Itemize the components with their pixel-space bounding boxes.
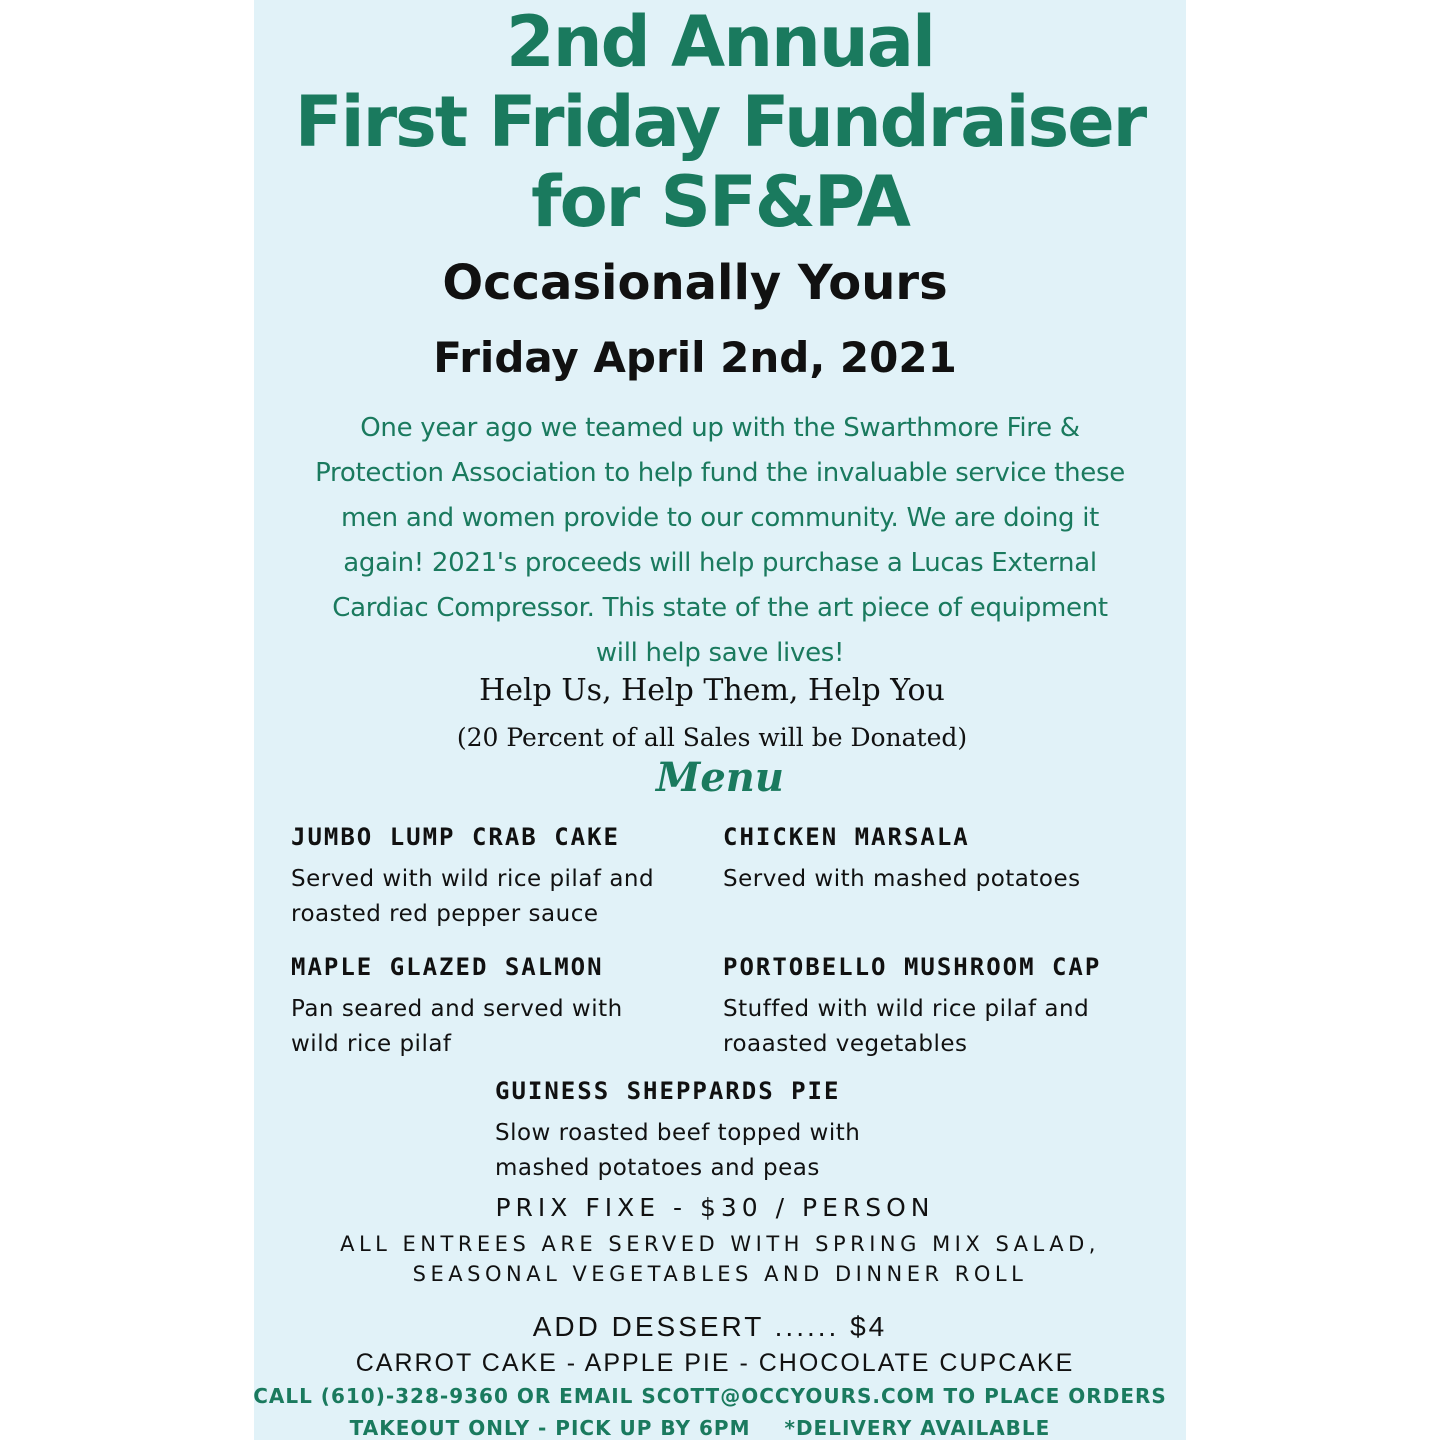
entrees-note-line-1: ALL ENTREES ARE SERVED WITH SPRING MIX SALAD, — [340, 1232, 1100, 1256]
dessert-price: ADD DESSERT ...... $4 — [532, 1311, 888, 1342]
title-line-3: for SF&PA — [531, 161, 909, 243]
prix-fixe-price: PRIX FIXE - $30 / PERSON — [495, 1193, 935, 1222]
story-line-4: again! 2021's proceeds will help purchase a Lucas External — [343, 548, 1097, 578]
menu-item — [495, 1076, 915, 1186]
menu-item-desc-line: roaasted vegetables — [723, 1031, 968, 1057]
donation-note: (20 Percent of all Sales will be Donated) — [456, 723, 968, 752]
menu-item — [723, 822, 1143, 897]
venue-name: Occasionally Yours — [442, 255, 948, 311]
takeout-note: TAKEOUT ONLY - PICK UP BY 6PM — [349, 1416, 751, 1440]
menu-item-desc — [291, 992, 711, 1062]
menu-item-name: PORTOBELLO MUSHROOM CAP — [723, 953, 1102, 981]
menu-item-desc — [723, 992, 1143, 1062]
menu-item-desc-line: Served with wild rice pilaf and — [291, 866, 655, 892]
menu-item-desc-line: roasted red pepper sauce — [291, 901, 599, 927]
dessert-options: CARROT CAKE - APPLE PIE - CHOCOLATE CUPCAKE — [355, 1349, 1075, 1377]
menu-item-desc-line: wild rice pilaf — [291, 1031, 452, 1057]
event-date: Friday April 2nd, 2021 — [433, 333, 957, 382]
story-line-2: Protection Association to help fund the invaluable service these — [315, 458, 1125, 488]
menu-item — [291, 952, 711, 1062]
menu-item — [291, 822, 711, 932]
menu-item-desc — [495, 1116, 915, 1186]
menu-item-desc-line: Stuffed with wild rice pilaf and — [723, 996, 1090, 1022]
menu-item — [723, 952, 1143, 1062]
story-line-1: One year ago we teamed up with the Swarthmore Fire & — [360, 413, 1080, 443]
menu-item-name: GUINESS SHEPPARDS PIE — [495, 1077, 841, 1105]
menu-item-desc-line: Served with mashed potatoes — [723, 866, 1081, 892]
title-line-1: 2nd Annual — [506, 1, 934, 83]
entrees-note-line-2: SEASONAL VEGETABLES AND DINNER ROLL — [412, 1262, 1028, 1286]
menu-item-name: CHICKEN MARSALA — [723, 823, 970, 851]
menu-item-desc — [723, 862, 1143, 897]
menu-item-name: JUMBO LUMP CRAB CAKE — [291, 823, 620, 851]
story-line-6: will help save lives! — [595, 638, 845, 668]
pickup-delivery-info — [234, 1414, 1166, 1442]
tagline: Help Us, Help Them, Help You — [479, 673, 945, 708]
menu-item-desc-line: mashed potatoes and peas — [495, 1155, 820, 1181]
menu-item-name: MAPLE GLAZED SALMON — [291, 953, 604, 981]
menu-heading: Menu — [656, 754, 784, 801]
menu-item-desc — [291, 862, 711, 932]
delivery-note: *DELIVERY AVAILABLE — [784, 1416, 1051, 1440]
story-line-3: men and women provide to our community. We are doing it — [340, 503, 1100, 533]
order-contact: CALL (610)-328-9360 OR EMAIL SCOTT@OCCYOURS.COM TO PLACE ORDERS — [253, 1384, 1167, 1408]
menu-item-desc-line: Pan seared and served with — [291, 996, 623, 1022]
story-line-5: Cardiac Compressor. This state of the art piece of equipment — [332, 593, 1108, 623]
menu-item-desc-line: Slow roasted beef topped with — [495, 1120, 861, 1146]
title-line-2: First Friday Fundraiser — [294, 81, 1146, 163]
fundraiser-flyer — [254, 0, 1186, 1440]
